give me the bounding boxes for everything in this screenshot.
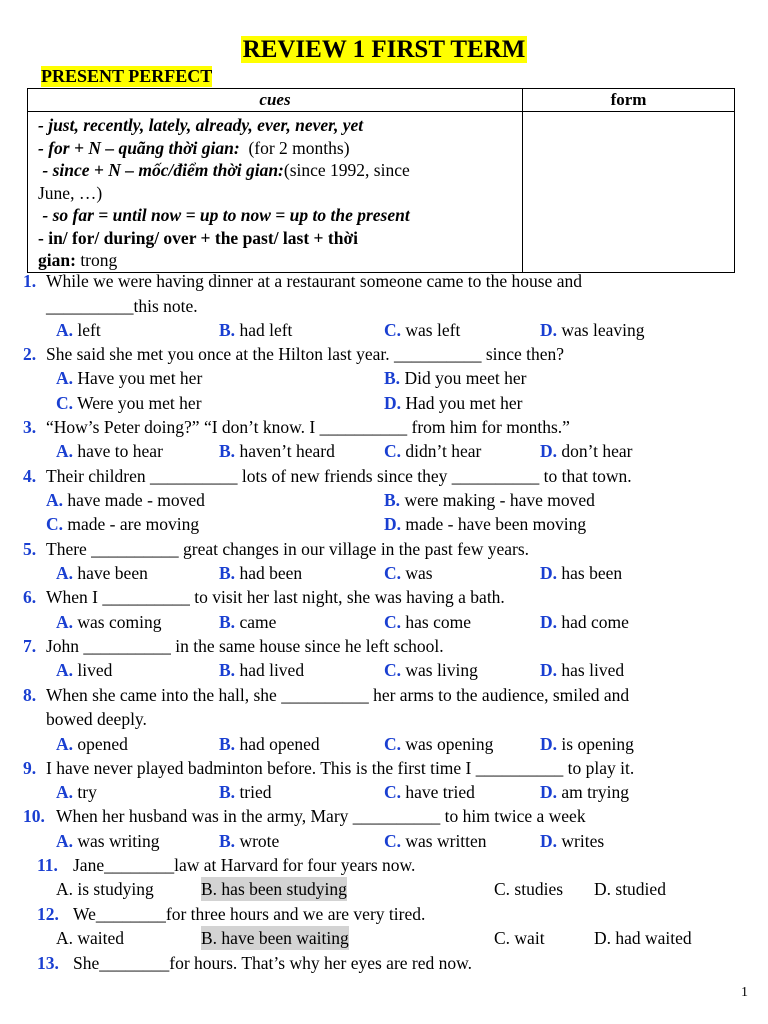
option[interactable]: C. was [384, 563, 433, 583]
option[interactable]: D. was leaving [540, 320, 645, 340]
option[interactable]: B. were making - have moved [384, 490, 595, 510]
option[interactable]: C. studies [494, 879, 564, 899]
option[interactable]: A. have to hear [56, 441, 163, 461]
option[interactable]: D. Had you met her [384, 393, 523, 413]
option[interactable]: D. studied [594, 879, 666, 899]
option[interactable]: C. wait [494, 928, 545, 948]
option[interactable]: D. writes [540, 831, 605, 851]
cue-line: - for + N – quãng thời gian: (for 2 months) [38, 137, 350, 158]
option[interactable]: D. has lived [540, 660, 625, 680]
option[interactable]: C. was living [384, 660, 478, 680]
option[interactable]: C. was opening [384, 734, 494, 754]
option[interactable]: C. was left [384, 320, 461, 340]
option-highlighted[interactable]: B. has been studying [201, 879, 347, 899]
cue-line: - since + N – mốc/điểm thời gian:(since 1992, since [42, 160, 410, 180]
option[interactable]: D. made - have been moving [384, 514, 587, 534]
form-header: form [523, 89, 735, 112]
option[interactable]: C. Were you met her [56, 393, 202, 413]
option[interactable]: A. opened [56, 734, 128, 754]
option[interactable]: C. was written [384, 831, 487, 851]
option[interactable]: A. is studying [56, 879, 154, 899]
cue-line: - just, recently, lately, already, ever, never, yet [38, 115, 364, 135]
page-number: 1 [741, 985, 748, 1000]
cue-line: June, …) [38, 182, 103, 203]
option[interactable]: B. came [219, 612, 277, 632]
cues-header: cues [28, 89, 523, 112]
option[interactable]: C. made - are moving [46, 514, 200, 534]
option[interactable]: A. Have you met her [56, 368, 203, 388]
option[interactable]: D. am trying [540, 782, 629, 802]
option[interactable]: D. has been [540, 563, 623, 583]
option[interactable]: A. lived [56, 660, 113, 680]
option[interactable]: B. tried [219, 782, 272, 802]
option[interactable]: A. have made - moved [46, 490, 205, 510]
option[interactable]: A. try [56, 782, 97, 802]
option[interactable]: B. had been [219, 563, 303, 583]
section-subtitle: PRESENT PERFECT [41, 66, 213, 86]
option[interactable]: A. waited [56, 928, 125, 948]
option[interactable]: B. had left [219, 320, 293, 340]
cue-line: gian: trong [38, 250, 118, 270]
option[interactable]: B. had opened [219, 734, 320, 754]
cues-table [27, 88, 735, 273]
option[interactable]: D. had come [540, 612, 629, 632]
option[interactable]: B. wrote [219, 831, 280, 851]
option[interactable]: C. has come [384, 612, 471, 632]
option[interactable]: B. had lived [219, 660, 305, 680]
option[interactable]: A. have been [56, 563, 148, 583]
option[interactable]: A. was coming [56, 612, 162, 632]
option[interactable]: D. had waited [594, 928, 692, 948]
option-highlighted[interactable]: B. have been waiting [201, 928, 349, 948]
option[interactable]: C. didn’t hear [384, 441, 482, 461]
option[interactable]: C. have tried [384, 782, 475, 802]
page-title: REVIEW 1 FIRST TERM [242, 36, 526, 63]
option[interactable]: B. Did you meet her [384, 368, 527, 388]
cue-line: - in/ for/ during/ over + the past/ last + thời [38, 227, 359, 248]
cue-line: - so far = until now = up to now = up to the present [42, 205, 410, 225]
option[interactable]: A. was writing [56, 831, 160, 851]
option[interactable]: B. haven’t heard [219, 441, 335, 461]
option[interactable]: A. left [56, 320, 101, 340]
form-cell [523, 112, 735, 273]
cues-cell [28, 112, 523, 273]
option[interactable]: D. don’t hear [540, 441, 633, 461]
option[interactable]: D. is opening [540, 734, 634, 754]
